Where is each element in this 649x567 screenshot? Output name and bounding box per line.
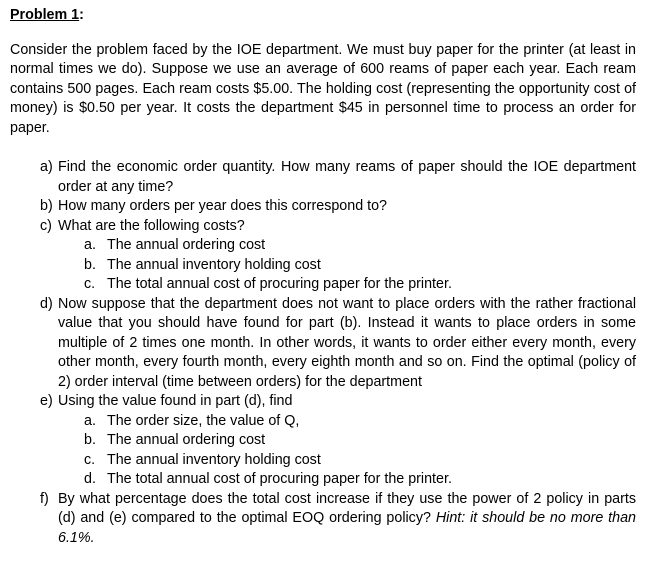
sub-marker: a. [84, 412, 96, 429]
sub-text: The total annual cost of procuring paper for the printer. [107, 276, 452, 292]
question-c-sub-c [10, 275, 636, 295]
question-f-marker: f) [40, 490, 49, 507]
question-e-text: Using the value found in part (d), find [58, 393, 293, 409]
question-c-marker: c) [40, 217, 52, 234]
sub-marker: a. [84, 237, 96, 253]
question-b-marker: b) [40, 198, 53, 214]
question-e-marker: e) [40, 393, 53, 409]
problem-title [10, 6, 84, 24]
question-b [10, 197, 636, 217]
sub-marker: b. [84, 256, 96, 273]
problem-title-label: Problem 1 [10, 7, 80, 23]
question-a-marker: a) [40, 159, 53, 175]
sub-text: The annual ordering cost [107, 432, 266, 448]
sub-marker: c. [84, 276, 96, 292]
question-e-sub-c [10, 451, 636, 471]
question-d [10, 295, 636, 393]
question-c-sub-b [10, 256, 636, 276]
problem-title-suffix: : [79, 7, 84, 23]
question-f-text: By what percentage does the total cost increase if they use the power of 2 policy in parts (d) and (e) compared to the optimal EOQ ordering policy? [58, 490, 636, 526]
question-e-sub-d [10, 470, 636, 490]
sub-marker: d. [84, 471, 96, 487]
sub-text: The total annual cost of procuring paper for the printer. [107, 471, 452, 487]
sub-marker: b. [84, 432, 96, 448]
sub-text: The order size, the value of Q, [107, 412, 300, 429]
sub-text: The annual inventory holding cost [107, 451, 321, 468]
question-c-sub-a [10, 236, 636, 256]
question-e-sub-a [10, 412, 636, 432]
question-f-hint: Hint: it should be no more than 6.1%. [58, 510, 636, 546]
question-b-text: How many orders per year does this correspond to? [58, 198, 387, 214]
question-d-text: Now suppose that the department does not want to place orders with the rather fractional value that you should have found for part (b). Instead it wants to place orders in some multiple of 2 times one month. In other words, it wants to order either every month, every other month, every fourth month, every eighth month and so on. Find the optimal (policy of 2) order interval (time between orders) for the department [58, 295, 636, 390]
sub-text: The annual ordering cost [107, 237, 266, 253]
question-a [10, 158, 636, 197]
question-d-marker: d) [40, 295, 53, 312]
question-list [10, 158, 636, 548]
question-c-text: What are the following costs? [58, 217, 245, 234]
sub-text: The annual inventory holding cost [107, 256, 321, 273]
question-c [10, 217, 636, 237]
question-e [10, 392, 636, 412]
question-e-sub-b [10, 431, 636, 451]
question-f [10, 490, 636, 549]
problem-intro: Consider the problem faced by the IOE department. We must buy paper for the printer (at least in normal times we do). Suppose we use an average of 600 reams of paper each year. Each ream contains 500 pages. Each ream costs $5.00. The holding cost (representing the opportunity cost of money) is $0.50 per year. It costs the department $45 in personnel time to process an order for paper. [10, 42, 636, 136]
sub-marker: c. [84, 451, 96, 468]
question-a-text: Find the economic order quantity. How many reams of paper should the IOE department order at any time? [58, 159, 636, 195]
